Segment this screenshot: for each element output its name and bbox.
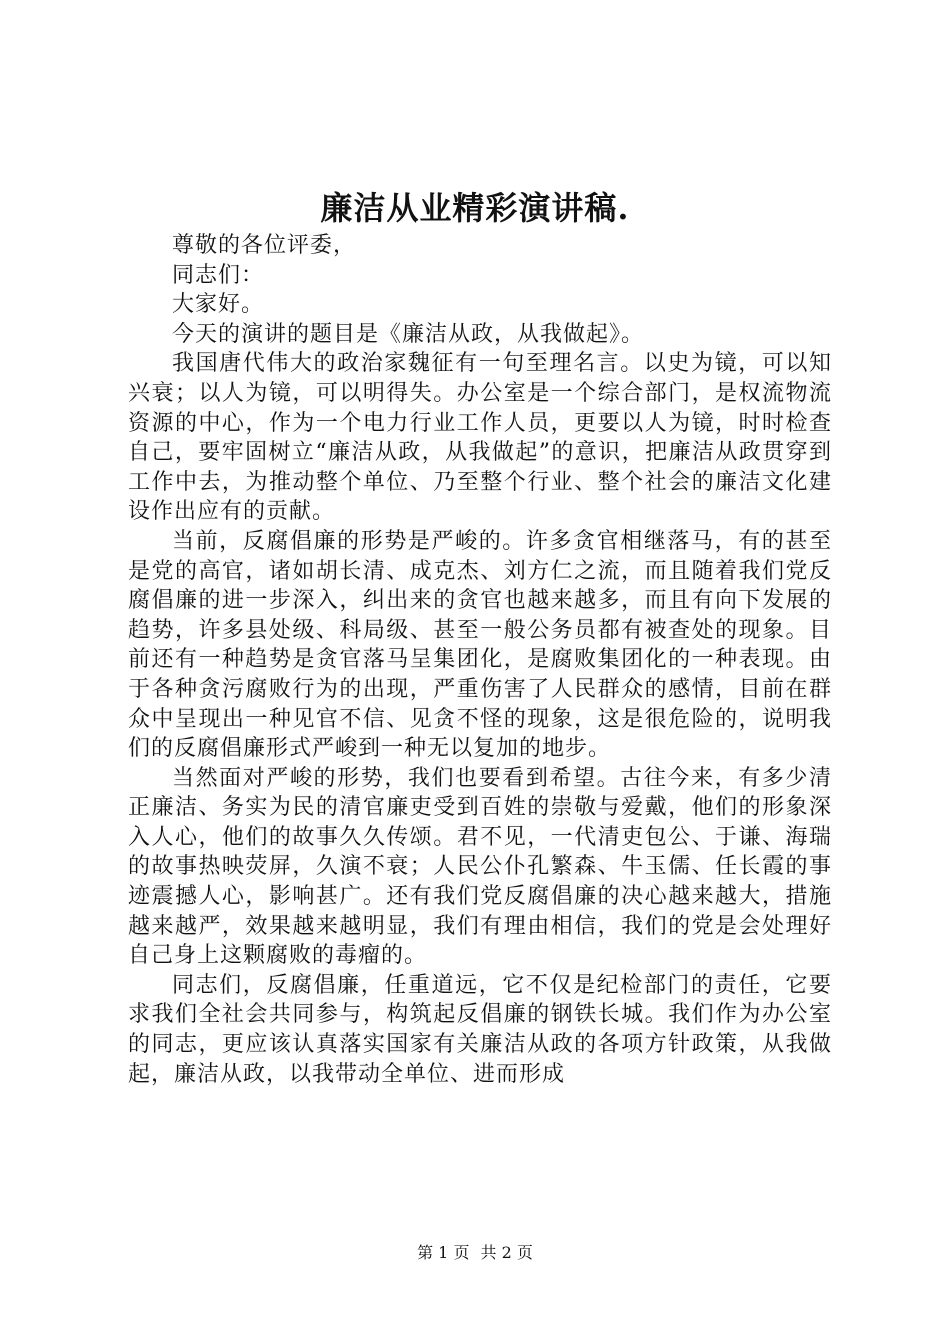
paragraph: 我国唐代伟大的政治家魏征有一句至理名言。以史为镜，可以知兴衰；以人为镜，可以明得失。办公室是一个综合部门，是权流物流资源的中心，作为一个电力行业工作人员，更要以人为镜，时时检查自己，要牢固树立“廉洁从政，从我做起”的意识，把廉洁从政贯穿到工作中去，为推动整个单位、乃至整个行业、整个社会的廉洁文化建设作出应有的贡献。 [128,351,832,525]
paragraph: 同志们，反腐倡廉，任重道远，它不仅是纪检部门的责任，它要求我们全社会共同参与，构筑起反倡廉的钢铁长城。我们作为办公室的同志，更应该认真落实国家有关廉洁从政的各项方针政策，从我做起，廉洁从政，以我带动全单位、进而形成 [128,972,832,1087]
page-footer [0,1242,950,1264]
document-title: 廉洁从业精彩演讲稿. [320,189,630,227]
paragraph: 尊敬的各位评委， [172,233,357,258]
paragraph: 大家好。 [172,292,265,318]
paragraph: 当前，反腐倡廉的形势是严峻的。许多贪官相继落马，有的甚至是党的高官，诸如胡长清、成克杰、刘方仁之流，而且随着我们党反腐倡廉的进一步深入，纠出来的贪官也越来越多，而且有向下发展的趋势，许多县处级、科局级、甚至一般公务员都有被查处的现象。目前还有一种趋势是贪官落马呈集团化，是腐败集团化的一种表现。由于各种贪污腐败行为的出现，严重伤害了人民群众的感情，目前在群众中呈现出一种见官不信、见贪不怪的现象，这是很危险的，说明我们的反腐倡廉形式严峻到一种无以复加的地步。 [128,528,832,762]
paragraph: 今天的演讲的题目是《廉洁从政，从我做起》。 [172,321,645,347]
paragraph: 同志们： [172,262,265,288]
paragraph: 当然面对严峻的形势，我们也要看到希望。古往今来，有多少清正廉洁、务实为民的清官廉吏受到百姓的崇敬与爱戴，他们的形象深入人心，他们的故事久久传颂。君不见，一代清吏包公、于谦、海瑞的故事热映荧屏，久演不衰；人民公仆孔繁森、牛玉儒、任长霞的事迹震撼人心，影响甚广。还有我们党反腐倡廉的决心越来越大，措施越来越严，效果越来越明显，我们有理由相信，我们的党是会处理好自己身上这颗腐败的毒瘤的。 [128,765,832,969]
page-total: 共 2 页 [480,1243,533,1262]
page-number: 第 1 页 [417,1243,470,1262]
document-body [128,231,832,1089]
